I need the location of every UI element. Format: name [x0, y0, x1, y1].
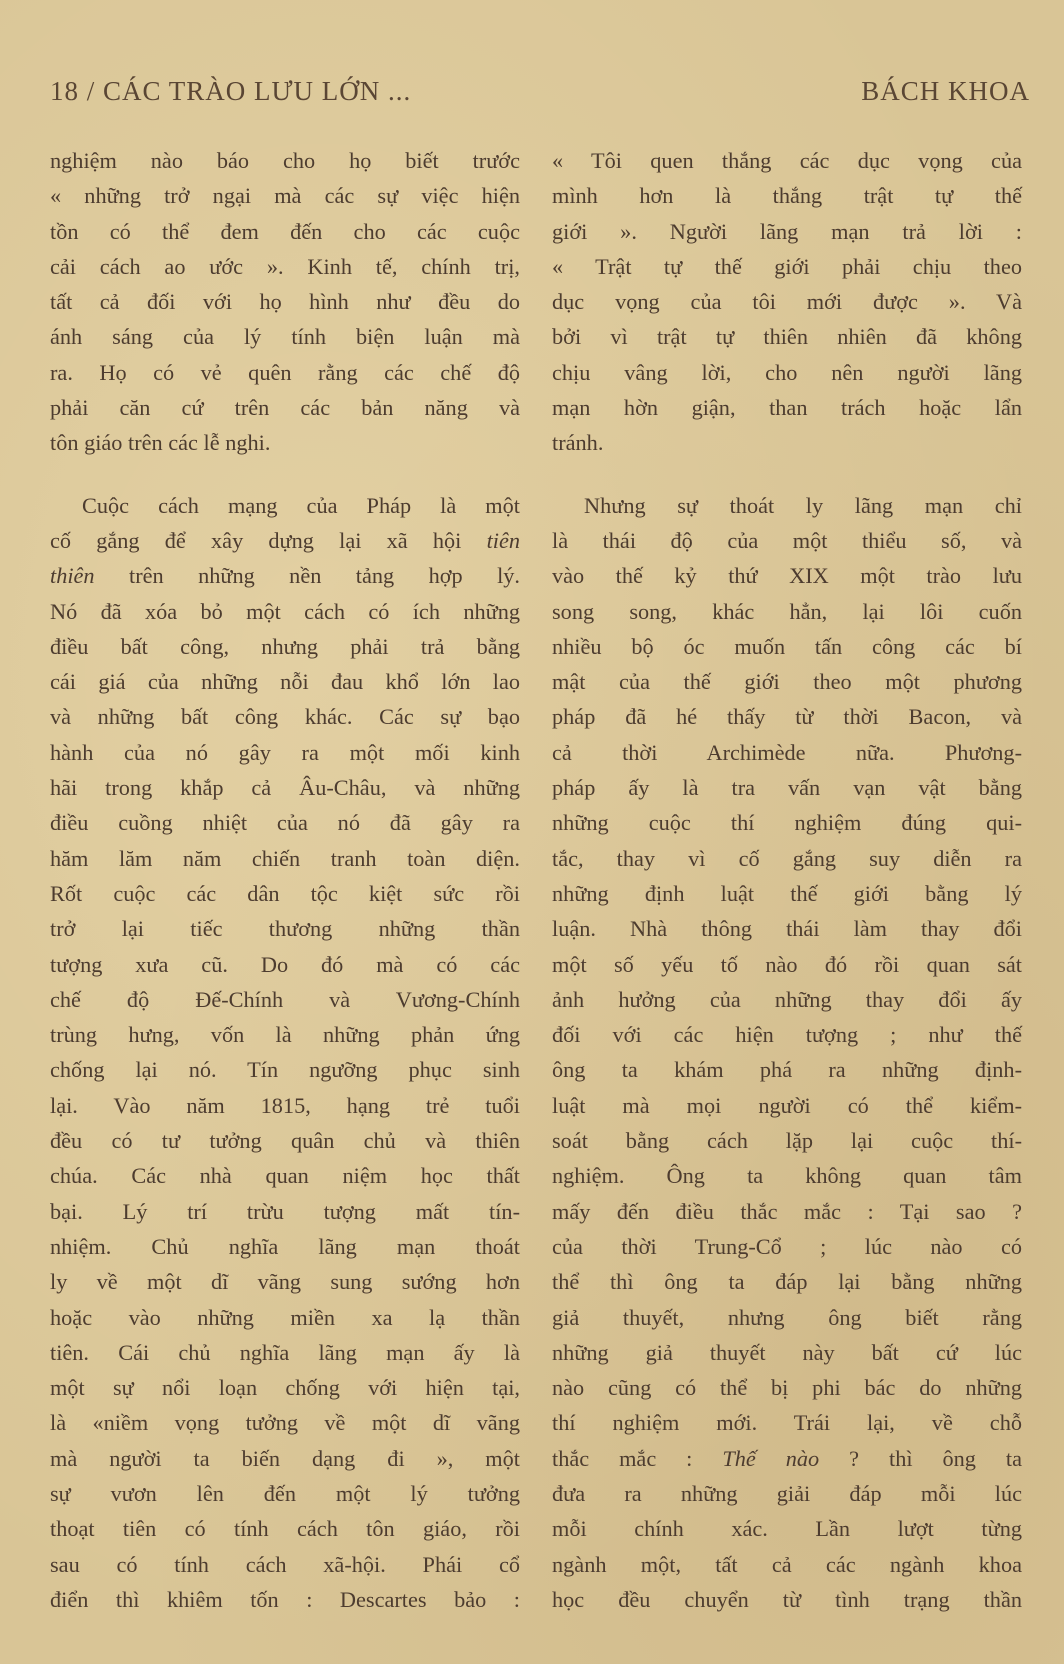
text-line: phải căn cứ trên các bản năng và: [50, 395, 520, 421]
text-line: mình hơn là thắng trật tự thế: [552, 183, 1022, 209]
text-line: Cuộc cách mạng của Pháp là một: [82, 492, 520, 518]
text-line: điển thì khiêm tốn : Descartes bảo :: [50, 1586, 520, 1612]
text-line: « những trở ngại mà các sự việc hiện: [50, 183, 520, 209]
text-line: thể thì ông ta đáp lại bằng những: [552, 1269, 1022, 1295]
text-line: sự vươn lên đến một lý tưởng: [50, 1480, 520, 1506]
text-line: chúa. Các nhà quan niệm học thất: [50, 1163, 520, 1189]
text-line: điều bất công, nhưng phải trả bằng: [50, 633, 520, 659]
italic-term: tiên: [486, 527, 520, 553]
text-line: ông ta khám phá ra những định-: [552, 1057, 1022, 1083]
text-line: của thời Trung-Cổ ; lúc nào có: [552, 1233, 1022, 1259]
text-line: điều cuồng nhiệt của nó đã gây ra: [50, 810, 520, 836]
text-line: nghiệm. Ông ta không quan tâm: [552, 1163, 1022, 1189]
text-line: giới ». Người lãng mạn trả lời :: [552, 218, 1022, 244]
text-line: ngành một, tất cả các ngành khoa: [552, 1551, 1022, 1577]
text-fragment: thắc mắc :: [552, 1445, 723, 1471]
text-line: bởi vì trật tự thiên nhiên đã không: [552, 324, 1022, 350]
text-line: ly về một dĩ vãng sung sướng hơn: [50, 1269, 520, 1295]
text-line: chống lại nó. Tín ngưỡng phục sinh: [50, 1057, 520, 1083]
right-text-column: [552, 143, 1022, 1617]
text-line: pháp đã hé thấy từ thời Bacon, và: [552, 704, 1022, 730]
text-line: « Trật tự thế giới phải chịu theo: [552, 253, 1022, 279]
text-line: một số yếu tố nào đó rồi quan sát: [552, 951, 1022, 977]
text-line: thí nghiệm mới. Trái lại, về chỗ: [552, 1410, 1022, 1436]
text-line: hoặc vào những miền xa lạ thần: [50, 1304, 520, 1330]
text-fragment: trên những nền tảng hợp lý.: [94, 563, 520, 589]
text-line: là thái độ của một thiểu số, và: [552, 527, 1022, 553]
text-line: chế độ Đế-Chính và Vương-Chính: [50, 986, 520, 1012]
text-line: mỗi chính xác. Lần lượt từng: [552, 1516, 1022, 1542]
text-line: cái giá của những nỗi đau khổ lớn lao: [50, 669, 520, 695]
left-paragraph-2: [50, 488, 520, 1618]
text-line: mạn hờn giận, than trách hoặc lẩn: [552, 395, 1022, 421]
text-line: trở lại tiếc thương những thần: [50, 916, 520, 942]
text-line: [50, 523, 520, 558]
text-line: dục vọng của tôi mới được ». Và: [552, 289, 1022, 315]
text-line: tất cả đối với họ hình như đều do: [50, 289, 520, 315]
text-line: đưa ra những giải đáp mỗi lúc: [552, 1480, 1022, 1506]
text-line: vào thế kỷ thứ XIX một trào lưu: [552, 563, 1022, 589]
text-line: « Tôi quen thắng các dục vọng của: [552, 148, 1022, 173]
text-line: và những bất công khác. Các sự bạo: [50, 704, 520, 730]
right-paragraph-1: [552, 143, 1022, 461]
text-line: Nhưng sự thoát ly lãng mạn chỉ: [584, 492, 1022, 518]
text-line: soát bằng cách lặp lại cuộc thí-: [552, 1128, 1022, 1154]
text-line: những giả thuyết này bất cứ lúc: [552, 1339, 1022, 1365]
text-line: lại. Vào năm 1815, hạng trẻ tuổi: [50, 1092, 520, 1118]
text-line: hăm lăm năm chiến tranh toàn diện.: [50, 845, 520, 871]
text-line: Nó đã xóa bỏ một cách có ích những: [50, 598, 520, 624]
text-line: cải cách ao ước ». Kinh tế, chính trị,: [50, 253, 520, 279]
text-line: sau có tính cách xã-hội. Phái cổ: [50, 1551, 520, 1577]
text-line: chịu vâng lời, cho nên người lãng: [552, 359, 1022, 385]
text-line: đều có tư tưởng quân chủ và thiên: [50, 1128, 520, 1154]
text-line: ảnh hưởng của những thay đổi ấy: [552, 986, 1022, 1012]
text-line: hành của nó gây ra một mối kinh: [50, 739, 520, 765]
text-line: luận. Nhà thông thái làm thay đổi: [552, 916, 1022, 942]
header-page-title: 18 / CÁC TRÀO LƯU LỚN ...: [50, 76, 412, 106]
text-line: đối với các hiện tượng ; như thế: [552, 1022, 1022, 1048]
text-line: tượng xưa cũ. Do đó mà có các: [50, 951, 520, 977]
text-line: song song, khác hẳn, lại lôi cuốn: [552, 598, 1022, 624]
text-line: luật mà mọi người có thể kiểm-: [552, 1092, 1022, 1118]
running-header: [50, 76, 1030, 116]
text-line: tiên. Cái chủ nghĩa lãng mạn ấy là: [50, 1339, 520, 1365]
text-line: giả thuyết, nhưng ông biết rằng: [552, 1304, 1022, 1330]
text-fragment: cố gắng để xây dựng lại xã hội: [50, 527, 487, 553]
text-line: tắc, thay vì cố gắng suy diễn ra: [552, 845, 1022, 871]
text-line: nhiều bộ óc muốn tấn công các bí: [552, 633, 1022, 659]
text-line: cả thời Archimède nữa. Phương-: [552, 739, 1022, 765]
text-line: ánh sáng của lý tính biện luận mà: [50, 324, 520, 350]
text-line: một sự nổi loạn chống với hiện tại,: [50, 1375, 520, 1401]
text-line: là «niềm vọng tưởng về một dĩ vãng: [50, 1410, 520, 1436]
text-line: tránh.: [552, 430, 604, 456]
text-line: những định luật thế giới bằng lý: [552, 880, 1022, 906]
left-text-column: [50, 143, 520, 1617]
text-line: những cuộc thí nghiệm đúng qui-: [552, 810, 1022, 836]
text-line: ra. Họ có vẻ quên rằng các chế độ: [50, 359, 520, 385]
text-line: thoạt tiên có tính cách tôn giáo, rồi: [50, 1516, 520, 1542]
text-line: Rốt cuộc các dân tộc kiệt sức rồi: [50, 880, 520, 906]
italic-term: thiên: [50, 563, 95, 589]
text-line: tôn giáo trên các lễ nghi.: [50, 430, 271, 456]
text-line: mà người ta biến dạng đi », một: [50, 1445, 520, 1471]
italic-term: Thế nào: [722, 1445, 820, 1471]
text-line: nghiệm nào báo cho họ biết trước: [50, 148, 520, 173]
text-line: trùng hưng, vốn là những phản ứng: [50, 1022, 520, 1048]
text-line: pháp ấy là tra vấn vạn vật bằng: [552, 775, 1022, 801]
text-line: [552, 1441, 1022, 1476]
text-fragment: ? thì ông ta: [819, 1445, 1022, 1471]
text-line: hãi trong khắp cả Âu-Châu, và những: [50, 775, 520, 801]
left-paragraph-1: [50, 143, 520, 461]
text-line: [50, 558, 520, 593]
text-line: mấy đến điều thắc mắc : Tại sao ?: [552, 1198, 1022, 1224]
text-line: học đều chuyển từ tình trạng thần: [552, 1586, 1022, 1612]
text-line: tồn có thể đem đến cho các cuộc: [50, 218, 520, 244]
text-line: bại. Lý trí trừu tượng mất tín-: [50, 1198, 520, 1224]
right-paragraph-2: [552, 488, 1022, 1618]
text-line: nhiệm. Chủ nghĩa lãng mạn thoát: [50, 1233, 520, 1259]
text-line: mật của thế giới theo một phương: [552, 669, 1022, 695]
header-publication-name: BÁCH KHOA: [861, 76, 1030, 106]
text-line: nào cũng có thể bị phi bác do những: [552, 1375, 1022, 1401]
